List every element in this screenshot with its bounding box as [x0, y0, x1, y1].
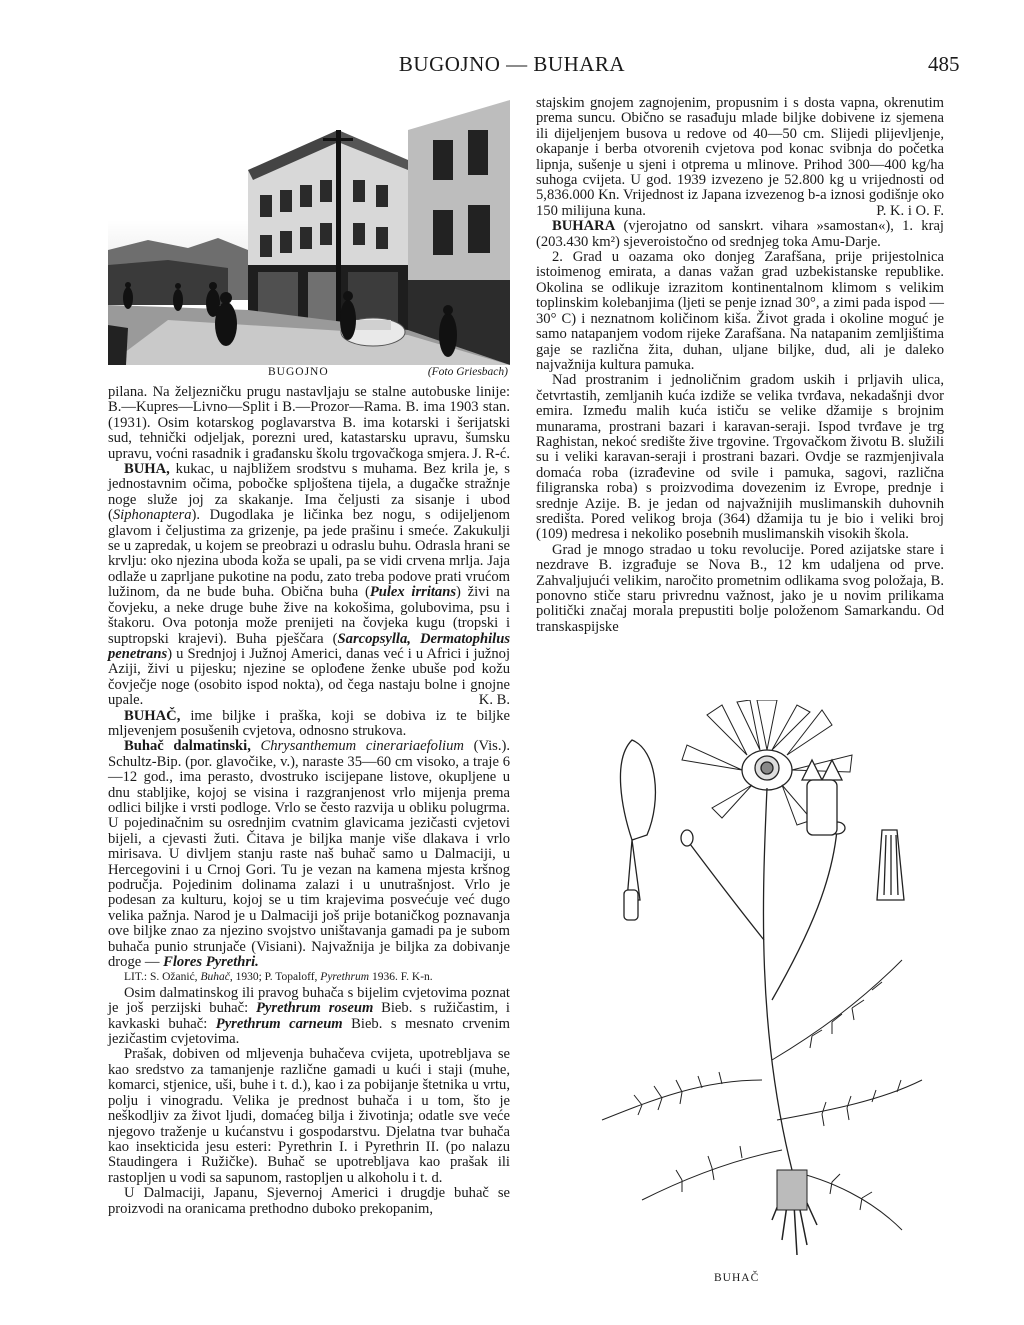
buhara-description-paragraph: Nad prostranim i jednoličnim gradom uskih i prljavih ulica, četvrtastih, zemljanih kuća izdiže se velika tvrđava, nekadašnji dvor emira. Između malih kuća ističu se velike džamije s brojnim munarama, prostrani bazari i karavan-seraji. Ispod tvrđave je trg Raghistan, nekoć središte žive trgovine. Trgovačkom životu B. služili su i veliki karavan-seraji i prostrani bazari. Ovdje se razmjenjivala domaća roba (izrađevine od svile i pamuka, sagovi, različna filigranska roba) s proizvodima dovezenim iz Evrope, prednje i srednje Azije. B. je jedan od najvažnijih muslimanskih duhovnih središta. Pored velikog broja (364) džamija tu je bio i veliki broj (109) medresa i nekoliko posebnih muslimanskih visokih škola. — [536, 372, 944, 543]
cultivation-paragraph: stajskim gnojem zagnojenim, propusnim i s dosta vapna, okrenutim prema suncu. Obično se rasađuju mlade biljke dobivene iz sjemena ili dijeljenjem busova u redove od 40—50 cm. Slijedi plijevljenje, okapanje i berba otvorenih cvjetova pod konac svibnja do početka lipnja, sušenje u sjeni i otprema u mlinove. Prihod 300—400 kg/ha suhoga cvijeta. U god. 1939 izvezeno je 52.800 kg u vrijednosti od 5,836.000 Kn. Vrijednost iz Japana izvezenog b-a iznosi godišnje oko 150 milijuna kuna. P. K. i O. F. — [536, 95, 944, 219]
signature: K. B. — [478, 692, 510, 709]
subhead-buhac-dalmatinski: Buhač dalmatinski, — [124, 738, 251, 755]
signature: J. R-ć. — [472, 445, 510, 462]
osim-paragraph: Osim dalmatinskog ili pravog buhača s bijelim cvjetovima poznat je još perzijski buhač: Pyrethrum roseum Bieb. s ružičastim, i kavkaski buhač: Pyrethrum carneum Bieb. s mesnato crvenim jezičastim cvjetovima. — [108, 984, 511, 1048]
right-column — [536, 96, 944, 635]
dalmacija-paragraph: U Dalmaciji, Japanu, Sjevernoj Americi i drugdje buhač se proizvodi na oranicama prethodno duboko prekopanim, — [108, 1185, 510, 1217]
illustration-caption: BUHAČ — [714, 1272, 760, 1284]
buhac-dalmatinski-entry: Buhač dalmatinski, Chrysanthemum cinerariaefolium (Vis.). Schultz-Bip. (por. glavočike, v.), naraste 35—60 cm visoko, a traje 6—12 god., ima perasto, dvostruko iscijepane listove, okupljene u dnu stabljike, kojoj se visina i razgranjenost vrlo mijenja prema odlici biljke i vrsti podloge. Vrlo se često razvija u obliku polugrma. U pojedinačnim su osrednjim cvatnim glavicama jezičasti cvjetovi bijeli, a cjevasti žuti. Čitava je biljka manje više dlakava i vrlo mirisava. U divljem stanju raste naš buhač samo u Dalmaciji, u Hercegovini i u Crnoj Gori. Tu je vezan na kamena mjesta kršnog područja. Pojedinim dolinama zalazi i u unutrašnjost. Vrlo je podesan za kulturu, kojoj se u tim krajevima posvećuje već dugo velika pažnja. Narod je u Dalmaciji još prije botaničkog poznavanja ove biljke znao za njezino svojstvo uništavanja gamadi pa je subom buhača punio strunjače (Visiani). Najvažnija je biljka za dobivanje droge — Flores Pyrethri. — [108, 738, 511, 971]
buhara-entry: BUHARA (vjerojatno od sanskrt. vihara »samostan«), 1. kraj (203.430 km²) sjeveroistočno od srednjeg toka Amu-Darje. — [536, 218, 944, 250]
entry-head-buhara: BUHARA — [552, 218, 616, 235]
photo-figure — [108, 100, 510, 383]
page-header — [0, 52, 1024, 82]
entry-head-buha: BUHA, — [124, 461, 170, 478]
entry-head-buhac: BUHAČ, — [124, 707, 181, 724]
buhara-history-paragraph: Grad je mnogo stradao u toku revolucije. Pored azijatske stare i nezdrave B. izgrađuje se Nova B., 12 km udaljena od prve. Zahvaljujući velikim, naročito prometnim odlikama svog položaja, B. ponovno stiče staru privrednu važnost, jako je u novim prilikama politički značaj morala prepustiti bolje položenom Samarkandu. Od transkaspijske — [536, 541, 944, 635]
signature: P. K. i O. F. — [876, 202, 944, 219]
bugojno-paragraph: pilana. Na željezničku prugu nastavljaju se stalne autobuske linije: B.—Kupres—Livno—Split i B.—Prozor—Rama. B. ima 1903 stan. (1931). Osim kotarskog poglavarstva B. ima kotarski i šerijatski sud, tehnički odjeljak, porezni ured, katastarsku upravu, šumsku upravu, voćni rasadnik i građansku školu trgovačkoga smjera. J. R-ć. — [108, 384, 510, 462]
page-number: 485 — [928, 52, 960, 76]
buha-entry: BUHA, kukac, u najbližem srodstvu s muhama. Bez krila je, s jednostavnim očima, pobočke spljoštena tijela, a dugačke stražnje noge služe joj za skakanje. Ima čeljusti za sisanje i ubod (Siphonaptera). Dugodlaka je ličinka bez nogu, s odijeljenom glavom i čeljustima za grizenje, pa jede prašinu i smeće. Zakukulji se u zapredak, u kojem se preobrazi u odraslu buhu. Odrasla hrani se krvlju: oko njezina uboda koža se upali, pa se vidi crvena mrlja. Jaja odlaže u zaprljane pukotine na podu, zato treba podove prati vrućom lužinom, da ne bude buha. Obična buha (Pulex irritans) živi na čovjeku, a neke druge buhe žive na kokošima, golubovima, psu i štakoru. Ova potonja može prenijeti na čovjeka kugu (tropski i suptropski krajevi). Buha pješčara (Sarcopsylla, Dermatophilus penetrans) u Srednjoj i Južnoj Americi, danas već i u Africi i južnoj Aziji, živi u pijesku; njezine se oplođene ženke ubuše pod kožu čovječje noge (osobito ispod nokta), od čega nastaju bolne i gnojne upale. K. B. — [108, 461, 510, 709]
buhac-plant-illustration — [582, 700, 952, 1260]
photo-caption-credit: (Foto Griesbach) — [427, 366, 508, 378]
literature: LIT.: S. Ožanić, Buhač, 1930; P. Topaloff, Pyrethrum 1936. F. K-n. — [124, 971, 433, 984]
photo-caption-name: BUGOJNO — [268, 366, 329, 378]
bugojno-street-photo — [108, 100, 510, 365]
buhac-entry: BUHAČ, ime biljke i praška, koji se dobiva iz te biljke mljevenjem posušenih cvjetova, odnosno strukova. — [108, 707, 510, 739]
photo-caption — [108, 365, 510, 381]
running-title: BUGOJNO — BUHARA — [398, 52, 626, 76]
buhara-city-paragraph: 2. Grad u oazama oko donjeg Zarafšana, prije prijestolnica istoimenog emirata, a danas važan grad uzbekistanske republike. Okolina se odlikuje izrazitom kontinentalnom klimom s velikim toplinskim kolebanjima (ljeti se penje iznad 30°, a zimi pada ispod —30° C) i neznatnom količinom kiša. Život grada i okoline moguć je samo natapanjem vodom rijeke Zarafšana. Na natapanim zemljištima gaje se različna žita, duhan, uljane biljke, dud, ali je daleko najvažnija kultura pamuka. — [536, 249, 944, 373]
left-column — [108, 100, 510, 1217]
prasak-paragraph: Prašak, dobiven od mljevenja buhačeva cvijeta, upotrebljava se kao sredstvo za tamanjenje različne gamadi u kući i staji (muhe, komarci, stjenice, uši, buhe i t. d.), kao i za pobijanje štetnika u vrtu, polju i vinogradu. Velika je prednost buhača i u tom, što je neškodljiv za život ljudi, domaćeg bilja i životinja; odatle sve veće njegovo traženje u kućanstvu i gospodarstvu. Djelatna tvar buhača kao insekticida jesu esteri: Pyrethrin I. i Pyrethrin II. (po nalazu Staudingera i Ružičke). Buhač se upotrebljava kao prašak ili rastopljen u vodi sa sapunom, rastopljen u alkoholu i t. d. — [108, 1046, 510, 1186]
